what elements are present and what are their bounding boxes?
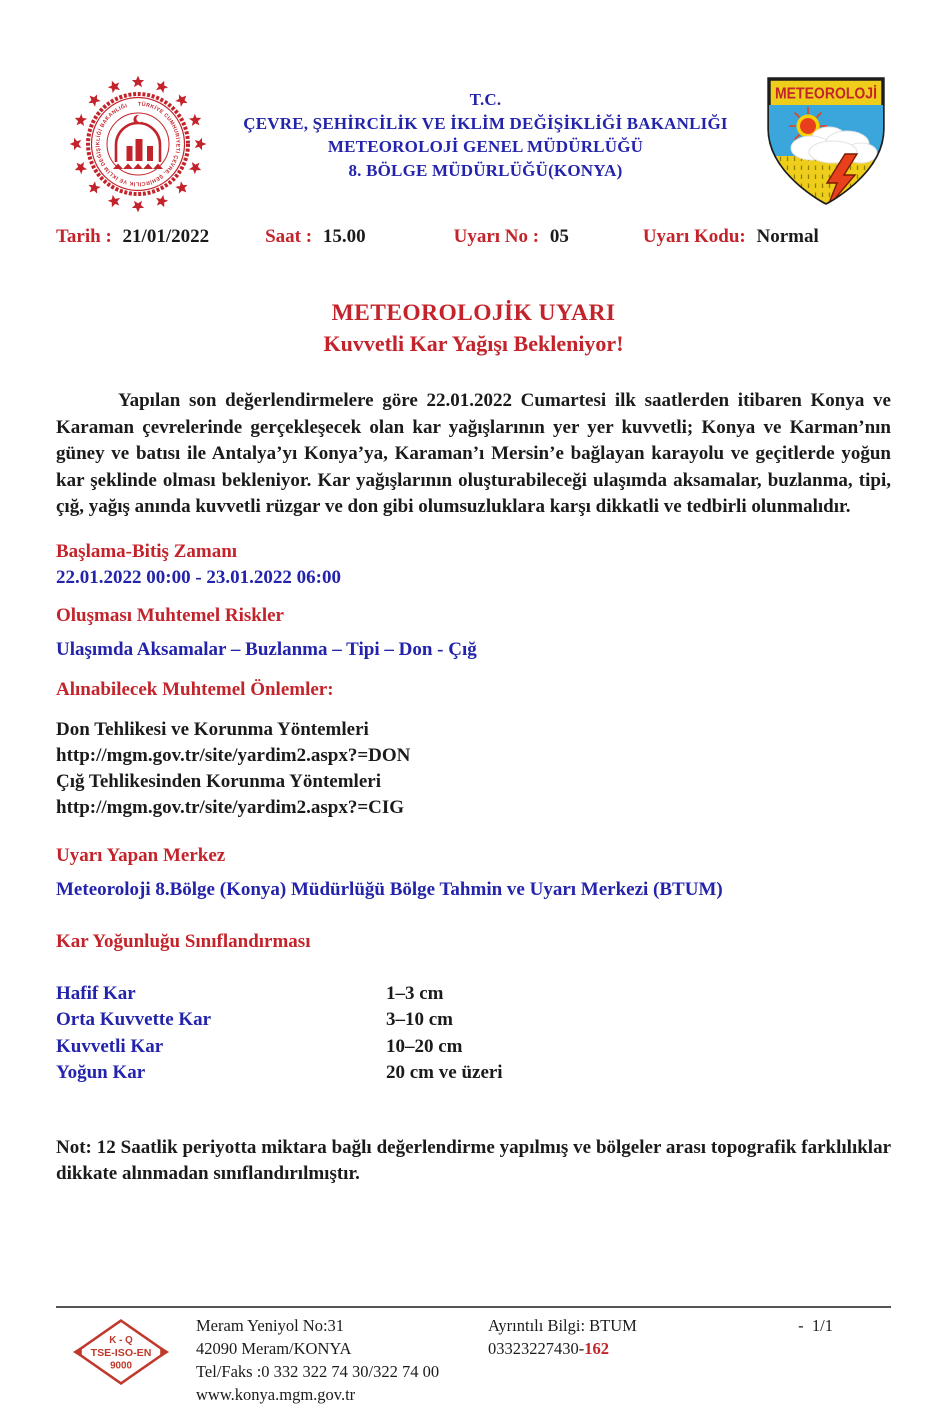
summary-paragraph: Yapılan son değerlendirmelere göre 22.01.2022 Cumartesi ilk saatlerden itibaren Konya ve Karaman çevrelerinde gerçekleşecek olan kar yağışlarının yer yer kuvvetli; Konya ve Karman’nın güney ve batısı ile Antalya’yı Konya’ya, Karaman’ı Mersin’e bağlayan karayolu ve geçitlerde yoğun kar şeklinde olması bekleniyor. Kar yağışlarının oluşturabileceği ulaşımda aksamalar, buzlanma, tipi, çığ, yağış anında kuvvetli rüzgar ve don gibi olumsuzluklara karşı dikkatli ve tedbirli olunmalıdır.	[56, 390, 891, 517]
meta-warning-no	[454, 226, 569, 248]
ministry-seal-icon	[68, 74, 208, 214]
warning-code-label: Uyarı Kodu:	[642, 226, 746, 247]
time-label: Saat :	[265, 226, 313, 247]
svg-text:TÜRKİYE CUMHURİYETİ ÇEVRE, ŞEH: TÜRKİYE CUMHURİYETİ ÇEVRE, ŞEHİRCİLİK VE İKLİM DEĞİŞİKLİĞİ BAKANLIĞI	[95, 101, 181, 187]
tse-iso-icon	[70, 1316, 172, 1388]
measure-link-cig[interactable]: http://mgm.gov.tr/site/yardim2.aspx?=CIG	[56, 796, 405, 818]
address-city: 42090 Meram/KONYA	[196, 1338, 352, 1358]
measure-link-don[interactable]: http://mgm.gov.tr/site/yardim2.aspx?=DON	[56, 744, 411, 766]
alert-title-block	[56, 298, 891, 358]
svg-text:9000: 9000	[110, 1360, 132, 1372]
class-label: Orta Kuvvette Kar	[56, 1009, 212, 1030]
org-line-region: 8. BÖLGE MÜDÜRLÜĞÜ(KONYA)	[348, 160, 623, 180]
tse-iso-logo	[70, 1316, 172, 1388]
risks-value: Ulaşımda Aksamalar – Buzlanma – Tipi – Don - Çığ	[56, 638, 477, 660]
warning-no-label: Uyarı No :	[453, 226, 540, 247]
info-phone	[488, 1337, 637, 1360]
table-row	[56, 1034, 891, 1061]
warning-no-value: 05	[549, 226, 569, 247]
table-row	[56, 1060, 891, 1087]
meta-warning-code	[643, 226, 819, 248]
meta-date	[56, 226, 209, 248]
meteoroloji-shield-icon	[763, 74, 889, 208]
start-end-heading: Başlama-Bitiş Zamanı	[56, 540, 238, 562]
measure-title-cig: Çığ Tehlikesinden Korunma Yöntemleri	[56, 770, 381, 792]
alert-subtitle: Kuvvetli Kar Yağışı Bekleniyor!	[323, 331, 624, 356]
org-line-tc: T.C.	[469, 90, 502, 109]
address-street: Meram Yeniyol No:31	[196, 1315, 345, 1335]
document-header	[56, 74, 891, 214]
date-label: Tarih :	[56, 226, 112, 247]
snow-classification-table	[56, 981, 891, 1087]
class-label: Kuvvetli Kar	[56, 1035, 164, 1057]
measure-title-don: Don Tehlikesi ve Korunma Yöntemleri	[56, 718, 369, 740]
header-org-titles	[208, 74, 763, 182]
footer-info	[488, 1314, 637, 1360]
page-indicator: - 1/1	[798, 1315, 833, 1335]
table-row	[56, 1007, 891, 1034]
issuing-center-value: Meteoroloji 8.Bölge (Konya) Müdürlüğü Bölge Tahmin ve Uyarı Merkezi (BTUM)	[56, 878, 723, 900]
ministry-seal-logo	[68, 74, 208, 214]
address-website-link[interactable]: www.konya.mgm.gov.tr	[196, 1384, 356, 1404]
warning-code-value: Normal	[756, 226, 819, 247]
org-line-directorate: METEOROLOJİ GENEL MÜDÜRLÜĞÜ	[327, 137, 644, 156]
class-value: 1–3 cm	[386, 982, 444, 1004]
org-line-ministry: ÇEVRE, ŞEHİRCİLİK VE İKLİM DEĞİŞİKLİĞİ BAKANLIĞI	[243, 113, 728, 133]
risks-heading: Oluşması Muhtemel Riskler	[56, 604, 284, 626]
meteoroloji-logo	[763, 74, 889, 208]
measures-heading: Alınabilecek Muhtemel Önlemler:	[56, 678, 334, 700]
issuing-center-heading: Uyarı Yapan Merkez	[56, 844, 226, 866]
start-end-value: 22.01.2022 00:00 - 23.01.2022 06:00	[56, 566, 341, 588]
class-value: 20 cm ve üzeri	[386, 1062, 503, 1083]
footer-address	[196, 1314, 488, 1406]
meta-time	[265, 226, 365, 248]
measures-list	[56, 717, 891, 821]
svg-text:K - Q: K - Q	[109, 1334, 133, 1346]
alert-title: METEOROLOJİK UYARI	[331, 300, 616, 326]
document-footer	[56, 1306, 891, 1406]
classification-heading: Kar Yoğunluğu Sınıflandırması	[56, 930, 311, 952]
phone-extension: 162	[584, 1338, 609, 1358]
info-label: Ayrıntılı Bilgi: BTUM	[488, 1315, 637, 1335]
date-value: 21/01/2022	[122, 226, 210, 247]
time-value: 15.00	[322, 226, 366, 247]
class-label: Yoğun Kar	[56, 1062, 146, 1083]
class-label: Hafif Kar	[56, 982, 136, 1004]
meta-row	[56, 226, 891, 248]
class-value: 3–10 cm	[386, 1009, 454, 1030]
table-row	[56, 981, 891, 1008]
address-telfaks: Tel/Faks :0 332 322 74 30/322 74 00	[196, 1361, 440, 1381]
note-paragraph: Not: 12 Saatlik periyotta miktara bağlı değerlendirme yapılmış ve bölgeler arası topografik farklılıklar dikkate alınmadan sınıflandırılmıştır.	[56, 1136, 891, 1184]
svg-text:METEOROLOJİ: METEOROLOJİ	[775, 85, 889, 103]
class-value: 10–20 cm	[386, 1035, 463, 1057]
svg-text:TSE-ISO-EN: TSE-ISO-EN	[90, 1347, 152, 1359]
phone-prefix: 03323227430-	[488, 1338, 585, 1358]
